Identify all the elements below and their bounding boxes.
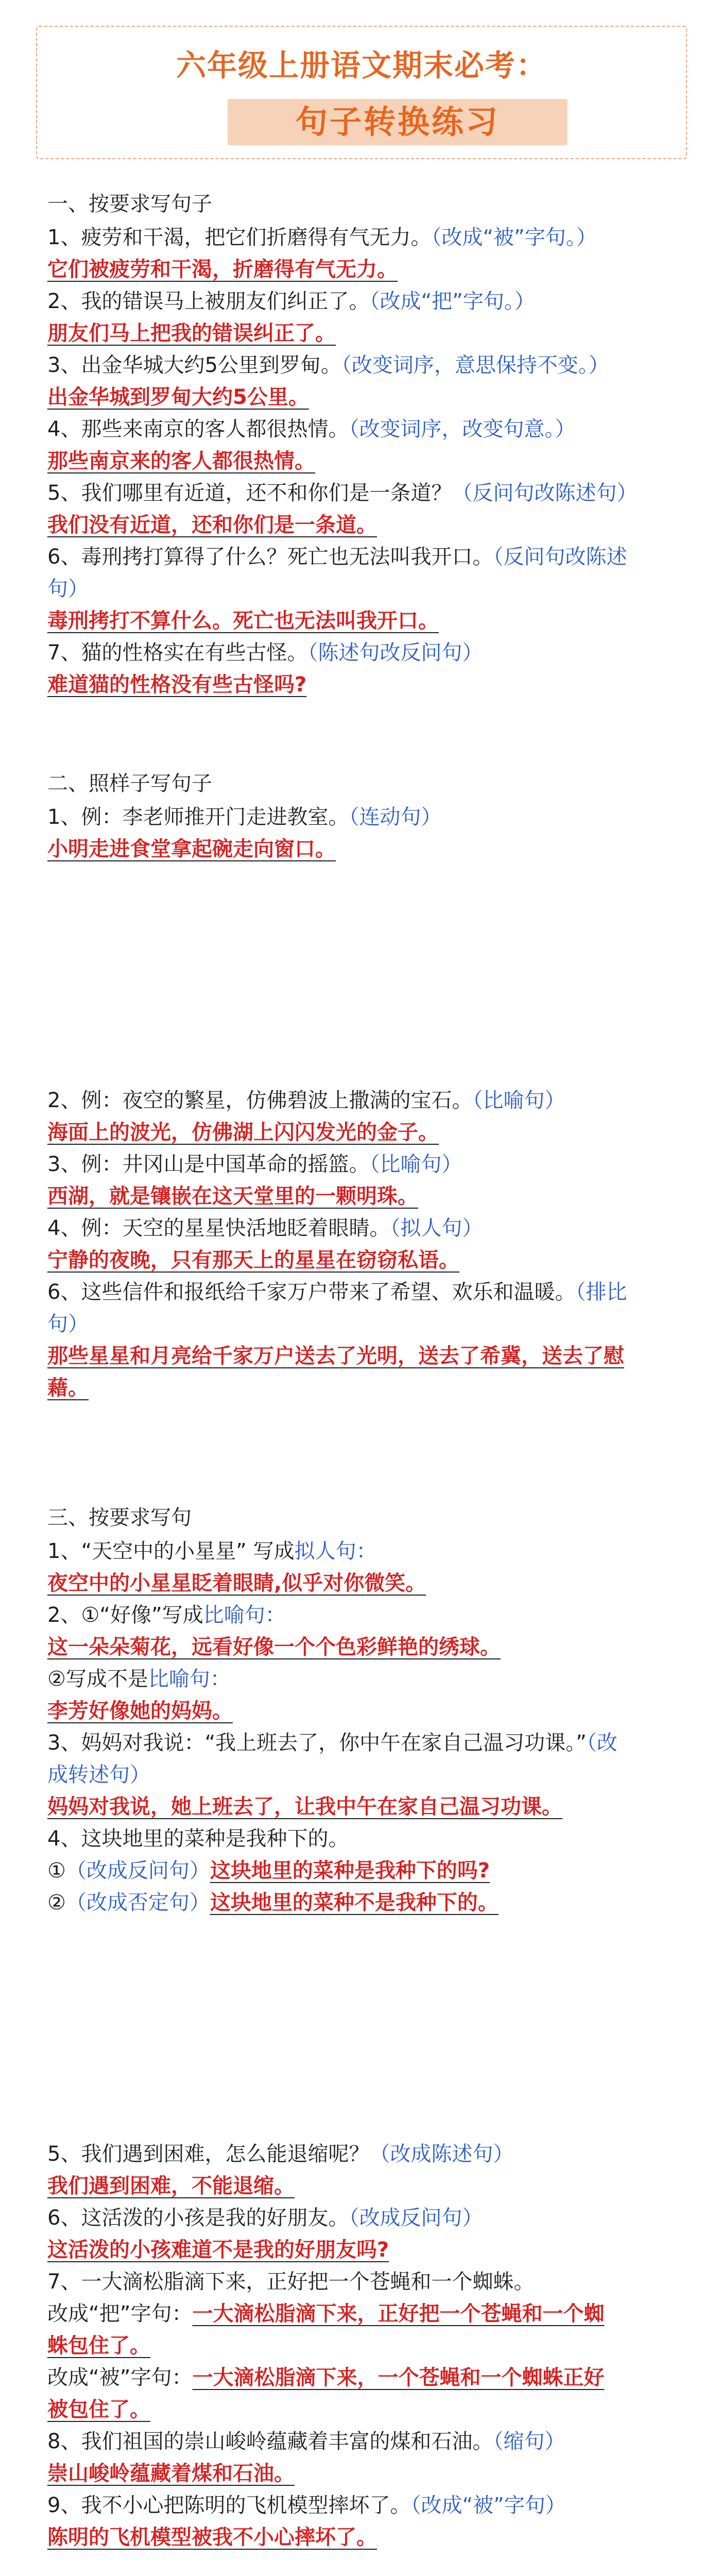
- question-text: ②: [47, 1891, 66, 1914]
- instruction-hint: （改成“被”字句）: [410, 2494, 566, 2517]
- text-line: [47, 1340, 691, 1372]
- answer-text: 这块地里的菜种是我种下的吗?: [210, 1859, 490, 1883]
- question-text: 7、猫的性格实在有些古怪。: [47, 641, 308, 665]
- answer-text: 这块地里的菜种不是我种下的。: [210, 1891, 499, 1914]
- text-line: [47, 285, 691, 317]
- question-text: 改成“被”字句：: [47, 2366, 193, 2389]
- instruction-hint: （改: [586, 1731, 617, 1755]
- title-banner: [36, 26, 687, 159]
- question-text: 3、妈妈对我说：“我上班去了，你中午在家自己温习功课。”: [47, 1731, 587, 1755]
- text-line: [47, 1276, 691, 1308]
- text-line: [47, 2521, 691, 2553]
- text-line: [47, 801, 691, 833]
- question-text: 8、我们祖国的崇山峻岭蕴藏着丰富的煤和石油。: [47, 2430, 493, 2453]
- question-text: ②写成不是: [47, 1667, 148, 1691]
- section-heading: 三、按要求写句: [47, 1506, 192, 1530]
- text-line: [47, 768, 691, 800]
- question-text: 4、那些来南京的客人都很热情。: [47, 417, 349, 441]
- text-line: [47, 1631, 691, 1663]
- text-line: [47, 2266, 691, 2298]
- text-line: [47, 1535, 691, 1567]
- text-line: [47, 1887, 691, 1919]
- instruction-hint: （改变词序，意思保持不变。）: [341, 353, 609, 377]
- instruction-hint: （改变词序，改变句意。）: [349, 417, 576, 441]
- instruction-hint: （比喻句）: [472, 1089, 565, 1112]
- text-line: [47, 2138, 691, 2170]
- text-line: [47, 1180, 691, 1212]
- instruction-hint: 比喻句：: [148, 1667, 231, 1691]
- question-text: 5、我们遇到困难，怎么能退缩呢？: [47, 2142, 370, 2166]
- answer-text: 被包住了。: [47, 2398, 150, 2421]
- text-line: [47, 573, 691, 605]
- answer-text: 我们没有近道，还和你们是一条道。: [47, 513, 377, 537]
- instruction-hint: 句）: [47, 577, 89, 601]
- answer-text: 海面上的波光，仿佛湖上闪闪发光的金子。: [47, 1121, 439, 1144]
- instruction-hint: （反问句改陈述: [493, 545, 627, 569]
- question-text: 3、例：井冈山是中国革命的摇篮。: [47, 1153, 370, 1176]
- answer-text: 我们遇到困难，不能退缩。: [47, 2174, 295, 2198]
- answer-text: 崇山峻岭蕴藏着煤和石油。: [47, 2462, 295, 2485]
- answer-text: 这活泼的小孩难道不是我的好朋友吗?: [47, 2238, 389, 2262]
- text-line: [47, 1855, 691, 1887]
- instruction-hint: 拟人句：: [294, 1539, 377, 1563]
- answer-text: 这一朵朵菊花，远看好像一个个色彩鲜艳的绣球。: [47, 1635, 501, 1659]
- text-line: [47, 2489, 691, 2521]
- question-text: 7、一大滴松脂滴下来，正好把一个苍蝇和一个蜘蛛。: [47, 2270, 535, 2294]
- text-line: [47, 317, 691, 349]
- question-text: 9、我不小心把陈明的飞机模型摔坏了。: [47, 2494, 411, 2517]
- text-line: [47, 1727, 691, 1759]
- answer-text: 它们被疲劳和干渴，折磨得有气无力。: [47, 258, 398, 281]
- instruction-hint: （改成反问句）: [349, 2206, 483, 2230]
- text-line: [47, 445, 691, 477]
- question-text: 1、“天空中的小星星” 写成: [47, 1539, 295, 1563]
- text-line: [47, 1212, 691, 1244]
- instruction-hint: 成转述句）: [47, 1763, 150, 1787]
- text-line: [47, 541, 691, 573]
- text-line: [47, 413, 691, 445]
- text-line: [47, 1308, 691, 1340]
- text-line: [47, 1663, 691, 1695]
- question-text: 4、这块地里的菜种是我种下的。: [47, 1827, 349, 1851]
- answer-text: 夜空中的小星星眨着眼睛,似乎对你微笑。: [47, 1571, 426, 1595]
- answer-text: 朋友们马上把我的错误纠正了。: [47, 321, 336, 345]
- question-text: 6、这些信件和报纸给千家万户带来了希望、欢乐和温暖。: [47, 1280, 576, 1304]
- instruction-hint: （改成“被”字句。）: [431, 226, 597, 249]
- instruction-hint: （改成反问句）: [65, 1859, 210, 1883]
- answer-text: 西湖，就是镶嵌在这天堂里的一颗明珠。: [47, 1184, 418, 1208]
- instruction-hint: （连动句）: [349, 805, 442, 829]
- text-line: [47, 669, 691, 701]
- text-line: [47, 1695, 691, 1727]
- page-title: 六年级上册语文期末必考：: [176, 48, 547, 83]
- question-text: 6、这活泼的小孩是我的好朋友。: [47, 2206, 349, 2230]
- text-line: [47, 1148, 691, 1180]
- text-line: [47, 1116, 691, 1148]
- answer-text: 宁静的夜晚，只有那天上的星星在窃窃私语。: [47, 1248, 459, 1272]
- answer-text: 毒刑拷打不算什么。死亡也无法叫我开口。: [47, 609, 439, 633]
- text-line: [47, 477, 691, 509]
- instruction-hint: （反问句改陈述句）: [452, 481, 638, 505]
- question-text: 改成“把”字句：: [47, 2302, 193, 2326]
- instruction-hint: （改成否定句）: [65, 1891, 210, 1914]
- question-text: ①: [47, 1859, 66, 1883]
- section-heading: 二、照样子写句子: [47, 772, 212, 795]
- instruction-hint: （改成陈述句）: [369, 2142, 514, 2166]
- instruction-hint: （改成“把”字句。）: [369, 290, 535, 313]
- section-heading: 一、按要求写句子: [47, 192, 212, 216]
- question-text: 3、出金华城大约5公里到罗甸。: [47, 353, 341, 377]
- text-line: [47, 1502, 691, 1534]
- answer-text: 蛛包住了。: [47, 2334, 150, 2358]
- question-text: 1、例：李老师推开门走进教室。: [47, 805, 349, 829]
- answer-text: 藉。: [47, 1376, 89, 1400]
- text-line: [47, 2170, 691, 2202]
- text-line: [47, 1599, 691, 1631]
- instruction-hint: （比喻句）: [369, 1153, 462, 1176]
- question-text: 2、①“好像”写成: [47, 1603, 203, 1627]
- text-line: [47, 605, 691, 637]
- answer-text: 那些南京来的客人都很热情。: [47, 449, 315, 473]
- question-text: 2、例：夜空的繁星，仿佛碧波上撒满的宝石。: [47, 1089, 473, 1112]
- text-line: [47, 1372, 691, 1404]
- text-line: [47, 349, 691, 381]
- text-line: [47, 381, 691, 413]
- text-line: [47, 1084, 691, 1116]
- page-subtitle: 句子转换练习: [228, 99, 568, 145]
- text-line: [47, 2330, 691, 2362]
- text-line: [47, 1791, 691, 1823]
- instruction-hint: （拟人句）: [390, 1216, 483, 1240]
- answer-text: 李芳好像她的妈妈。: [47, 1699, 233, 1723]
- text-line: [47, 2458, 691, 2489]
- answer-text: 一大滴松脂滴下来，正好把一个苍蝇和一个蜘: [192, 2302, 605, 2326]
- instruction-hint: （缩句）: [493, 2430, 565, 2453]
- text-line: [47, 222, 691, 253]
- text-line: [47, 1567, 691, 1599]
- answer-text: 小明走进食堂拿起碗走向窗口。: [47, 837, 336, 861]
- answer-text: 出金华城到罗甸大约5公里。: [47, 385, 309, 409]
- text-line: [47, 1759, 691, 1791]
- text-line: [47, 2394, 691, 2426]
- text-line: [47, 2202, 691, 2234]
- text-line: [47, 1244, 691, 1276]
- text-line: [47, 188, 691, 220]
- question-text: 1、疲劳和干渴，把它们折磨得有气无力。: [47, 226, 432, 249]
- text-line: [47, 2298, 691, 2330]
- text-line: [47, 509, 691, 541]
- text-line: [47, 833, 691, 865]
- text-line: [47, 1823, 691, 1855]
- text-line: [47, 2362, 691, 2394]
- answer-text: 一大滴松脂滴下来，一个苍蝇和一个蜘蛛正好: [192, 2366, 605, 2389]
- text-line: [47, 2234, 691, 2266]
- instruction-hint: 比喻句：: [203, 1603, 286, 1627]
- instruction-hint: （陈述句改反问句）: [307, 641, 483, 665]
- answer-text: 那些星星和月亮给千家万户送去了光明，送去了希冀，送去了慰: [47, 1344, 624, 1368]
- instruction-hint: 句）: [47, 1312, 89, 1336]
- text-line: [47, 2426, 691, 2458]
- text-line: [47, 253, 691, 285]
- question-text: 5、我们哪里有近道，还不和你们是一条道？: [47, 481, 452, 505]
- question-text: 2、我的错误马上被朋友们纠正了。: [47, 290, 370, 313]
- answer-text: 妈妈对我说，她上班去了，让我中午在家自己温习功课。: [47, 1795, 562, 1819]
- text-line: [47, 637, 691, 669]
- answer-text: 陈明的飞机模型被我不小心摔坏了。: [47, 2526, 377, 2549]
- instruction-hint: （排比: [575, 1280, 627, 1304]
- answer-text: 难道猫的性格没有些古怪吗?: [47, 673, 307, 697]
- question-text: 4、例：天空的星星快活地眨着眼睛。: [47, 1216, 390, 1240]
- question-text: 6、毒刑拷打算得了什么？死亡也无法叫我开口。: [47, 545, 493, 569]
